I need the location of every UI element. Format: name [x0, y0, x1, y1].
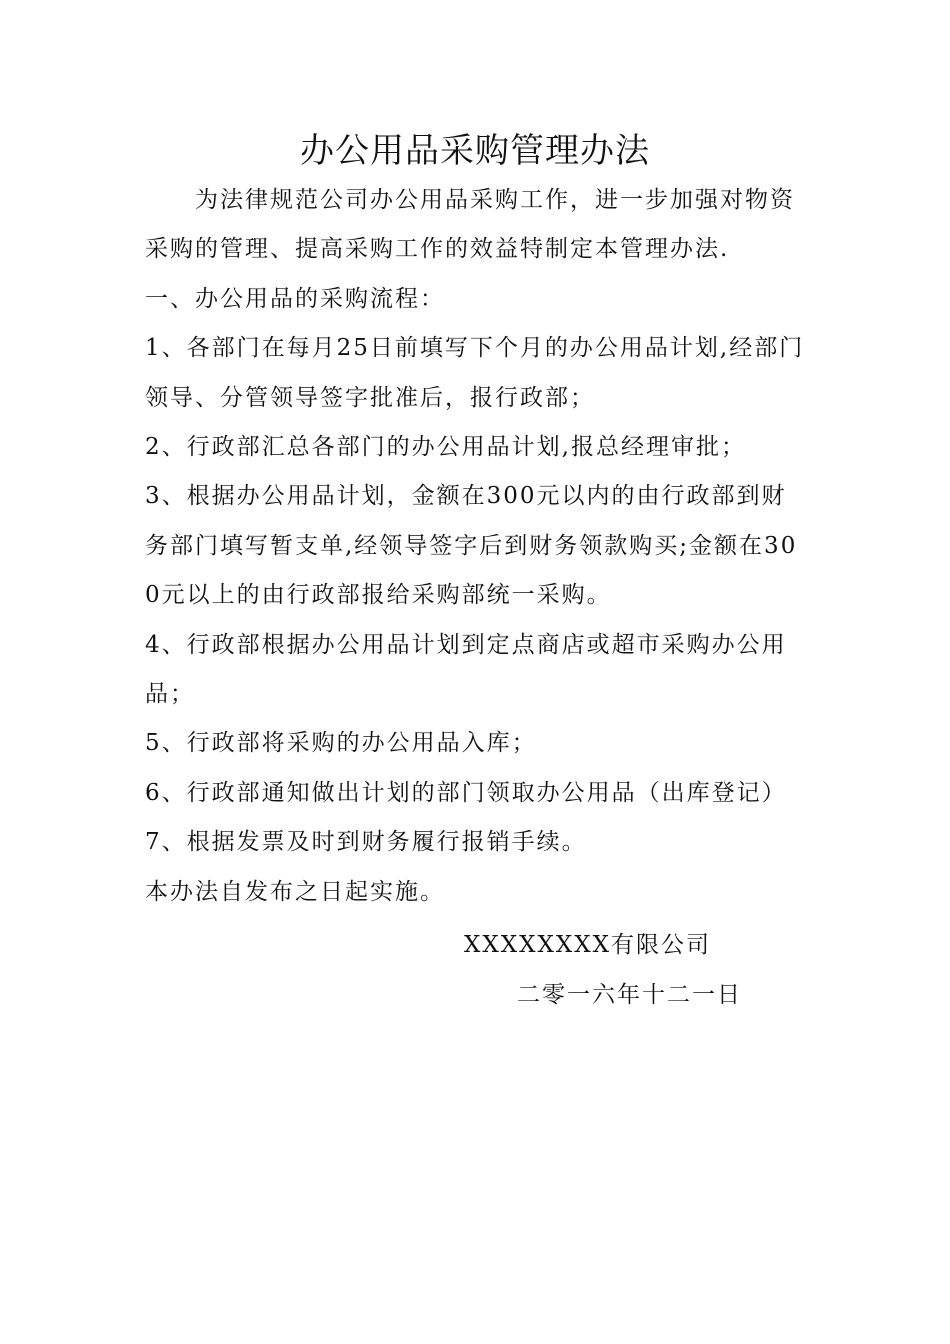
- signature-company: XXXXXXXX有限公司: [464, 932, 711, 958]
- section-heading: 一、办公用品的采购流程：: [145, 285, 445, 312]
- signature-date: 二零一六年十二一日: [517, 982, 742, 1008]
- document-body: [145, 176, 805, 917]
- step-item: 1、各部门在每月25日前填写下个月的办公用品计划,经部门领导、分管领导签字批准后，报行政部；: [145, 335, 805, 411]
- step-item: 2、行政部汇总各部门的办公用品计划,报总经理审批；: [145, 434, 746, 461]
- closing-paragraph: 本办法自发布之日起实施。: [145, 878, 445, 905]
- intro-paragraph: 为法律规范公司办公用品采购工作，进一步加强对物资采购的管理、提高采购工作的效益特制定本管理办法.: [145, 187, 795, 263]
- step-item: 4、行政部根据办公用品计划到定点商店或超市采购办公用品；: [145, 631, 787, 708]
- document-title: 办公用品采购管理办法: [300, 131, 650, 171]
- step-item: 5、行政部将采购的办公用品入库；: [145, 730, 537, 757]
- step-item: 7、根据发票及时到财务履行报销手续。: [145, 829, 587, 856]
- step-item: 6、行政部通知做出计划的部门领取办公用品（出库登记）: [145, 779, 787, 806]
- step-item: 3、根据办公用品计划，金额在300元以内的由行政部到财务部门填写暂支单,经领导签字后到财务领款购买;金额在300元以上的由行政部报给采购部统一采购。: [145, 483, 798, 609]
